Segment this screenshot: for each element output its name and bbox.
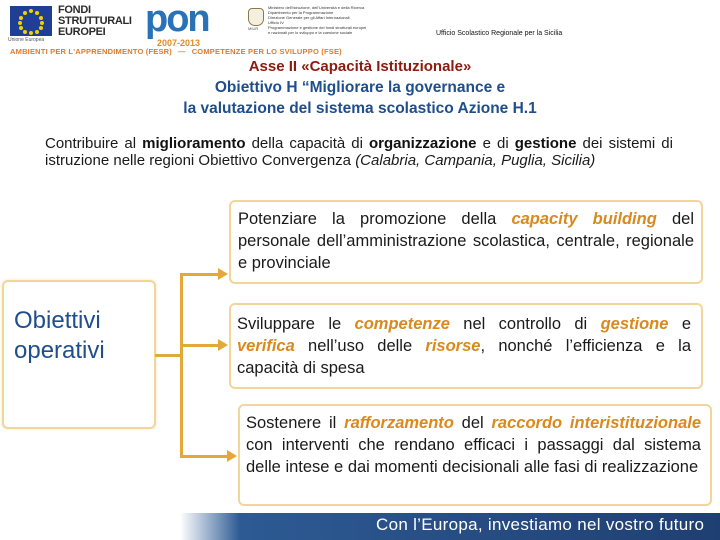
fesr-label: AMBIENTI PER L'APPRENDIMENTO (FESR) [10, 47, 172, 56]
subtitle-line: Obiettivo H “Migliorare la governance e [214, 79, 506, 96]
ministry-line: Ministero dell'Istruzione, dell'Università e della Ricerca [268, 5, 365, 10]
intro-bold: miglioramento [142, 135, 246, 152]
objective-text-1 [238, 208, 694, 274]
objective-text: Sostenere il [246, 414, 345, 432]
ufficio-label: Ufficio Scolastico Regionale per la Sicilia [436, 30, 563, 37]
objective-text: Sviluppare le [237, 315, 355, 333]
intro-bold: organizzazione [369, 135, 477, 152]
objective-text-3 [246, 412, 701, 478]
objective-highlight: competenze [354, 315, 450, 333]
intro-text: dei sistemi di istruzione nelle regioni Obiettivo Convergenza [45, 135, 673, 169]
objective-highlight: rafforzamento [344, 414, 454, 432]
fondi-strutturali-logo [58, 5, 138, 38]
ministry-line: Programmazione e gestione dei fondi strutturali europei [268, 25, 367, 30]
footer-slogan: Con l’Europa, investiamo nel vostro futuro [376, 515, 705, 534]
objective-text: e [668, 315, 691, 333]
footer-fade [180, 513, 240, 540]
italian-emblem-icon [248, 8, 264, 26]
programme-strip [10, 47, 342, 56]
ministry-line: e nazionali per lo sviluppo e la coesione sociale [268, 30, 353, 35]
objective-text: Potenziare la promozione della [238, 210, 512, 228]
fse-label: COMPETENZE PER LO SVILUPPO (FSE) [191, 47, 342, 56]
fondi-line: FONDI [58, 4, 91, 16]
strip-separator: — [177, 47, 186, 56]
intro-regions: (Calabria, Campania, Puglia, Sicilia) [355, 152, 596, 169]
connector-vertical [180, 273, 183, 457]
objective-text: del personale dell’amministrazione scolastica, centrale, regionale e provinciale [238, 210, 694, 272]
arrow-right-icon [218, 339, 228, 351]
ministry-line: Dipartimento per la Programmazione [268, 10, 334, 15]
connector-branch [180, 455, 228, 458]
label-line: Obiettivi [14, 307, 101, 334]
objective-text: con interventi che rendano efficaci i passaggi dal sistema delle intese e dai momenti decisionali alle fasi di realizzazione [246, 436, 701, 476]
header-logos [0, 0, 720, 58]
objective-highlight: capacity building [511, 210, 657, 228]
objective-text: , nonché l’efficienza e la capacità di spesa [237, 337, 692, 377]
objective-text: nell’uso delle [294, 337, 426, 355]
objective-highlight: gestione [600, 315, 669, 333]
fondi-line: EUROPEI [58, 26, 106, 38]
eu-caption: Unione Europea [8, 37, 45, 43]
intro-bold: gestione [514, 135, 577, 152]
objective-highlight: risorse [425, 337, 481, 355]
objective-text: nel controllo di [449, 315, 601, 333]
obiettivi-operativi-label [14, 306, 105, 366]
label-line: operativi [14, 337, 105, 364]
objective-text-2 [237, 313, 691, 379]
intro-text: e di [476, 135, 515, 152]
ministry-text [268, 5, 368, 35]
pon-logo [145, 0, 237, 48]
intro-text: Contribuire al [45, 135, 143, 152]
fondi-line: STRUTTURALI [58, 15, 132, 27]
objective-highlight: raccordo interistituzionale [491, 414, 702, 432]
arrow-right-icon [227, 450, 237, 462]
connector-branch [180, 344, 220, 347]
connector-horizontal [155, 354, 180, 357]
objective-highlight: verifica [237, 337, 295, 355]
subtitle-line: la valutazione del sistema scolastico Azione H.1 [183, 100, 537, 117]
ministry-line: Direzione Generale per gli Affari Internazionali [268, 15, 350, 20]
emblem-caption: MIUR [248, 26, 259, 31]
pon-years: 2007-2013 [157, 38, 201, 48]
arrow-right-icon [218, 268, 228, 280]
connector-branch [180, 273, 220, 276]
intro-text: della capacità di [245, 135, 370, 152]
slide-title: Asse II «Capacità Istituzionale» [248, 58, 472, 75]
eu-flag-icon [10, 6, 52, 36]
objective-text: del [453, 414, 492, 432]
slide-subtitle [0, 77, 720, 119]
pon-wordmark: pon [145, 0, 209, 40]
intro-paragraph [45, 135, 673, 169]
ministry-line: Ufficio IV [268, 20, 284, 25]
